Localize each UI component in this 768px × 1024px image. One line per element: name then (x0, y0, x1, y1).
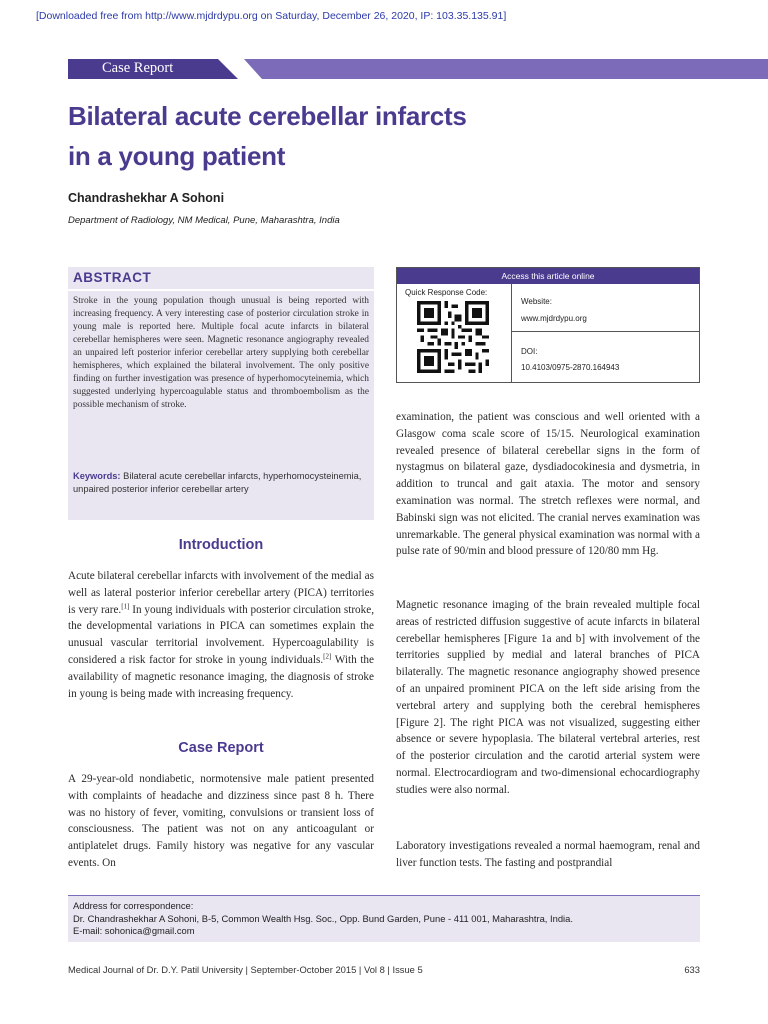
address-line: Dr. Chandrashekhar A Sohoni, B-5, Common Wealth Hsg. Soc., Opp. Bund Garden, Pune - 411 001, Maharashtra, India. (73, 912, 573, 924)
website-label: Website: (521, 297, 552, 306)
access-online-box (396, 267, 700, 383)
intro-text-part-3: With the availability of magnetic resonance imaging, the diagnosis of stroke in young is being made with increasing frequency. (68, 653, 374, 700)
access-divider-horizontal (511, 331, 699, 332)
examination-paragraph: examination, the patient was conscious and well oriented with a Glasgow coma scale score of 15/15. Neurological examination revealed presence of bilateral cerebellar signs in the form of nystagmus on bilateral gaze, dysdiadocokinesia and dysmetria, in addition to truncal and gait ataxia. The motor and sensory examination was normal. The stretch reflexes were normal, and Babinski sign was not elicited. The cranial nerves examination was unremarkable. The general physical examination was normal with a pulse rate of 90/min and blood pressure of 120/80 mm Hg. (396, 411, 700, 558)
journal-citation: Medical Journal of Dr. D.Y. Patil University | September-October 2015 | Vol 8 | Issue 5 (68, 964, 423, 975)
laboratory-paragraph: Laboratory investigations revealed a normal haemogram, renal and liver function tests. The fasting and postprandial (396, 840, 700, 869)
keywords (73, 470, 369, 496)
case-report-text: A 29-year-old nondiabetic, normotensive male patient presented with complaints of headache and dizziness since past 8 h. There was no history of fever, vomiting, convulsions or transient loss of consciousness. The patient was not on any anticoagulant or antiplatelet drugs. Family history was negative for any vascular events. On (68, 773, 374, 869)
access-divider-vertical (511, 284, 512, 382)
abstract-box (68, 267, 374, 520)
abstract-divider (68, 289, 374, 291)
introduction-heading: Introduction (178, 537, 264, 553)
author-name: Chandrashekhar A Sohoni (68, 191, 225, 205)
article-type-label: Case Report (102, 60, 174, 76)
qr-code-icon[interactable] (417, 301, 489, 373)
imaging-paragraph: Magnetic resonance imaging of the brain revealed multiple focal areas of restricted diffusion suggestive of acute infarcts in bilateral cerebellar hemispheres [Figure 1a and b] with involvement of the territories supplied by medial and lateral branches of PICA bilaterally. The magnetic resonance angiography showed presence of an unpaired prominent PICA on the left side arising from the vertebral artery and supplying both the cerebral hemispheres [Figure 2]. The right PICA was not visualized, suggesting either absence or severe hypoplasia. The bilateral vertebral arteries, rest of the posterior circulation and the carotid arterial system were normal. Electrocardiogram and two-dimensional echocardiography studies were also normal. (396, 599, 700, 796)
email-address[interactable]: E-mail: sohonica@gmail.com (73, 925, 195, 936)
abstract-text: Stroke in the young population though unusual is being reported with increasing frequency. A very interesting case of posterior circulation stroke in young male is reported here. Multiple focal acute infarcts in bilateral cerebellar hemispheres were seen. Magnetic resonance angiography revealed an unpaired left posterior inferior cerebellar artery supplying both cerebellar hemispheres, which explained the bilateral involvement. The only positive finding on further investigation was presence of hyperhomocyteinemia, which suggested underlying hypercoagulable status and thromboembolism as the possible mechanism of stroke. (73, 296, 369, 410)
author-affiliation: Department of Radiology, NM Medical, Pune, Maharashtra, India (68, 215, 340, 226)
correspondence-address-box (68, 895, 700, 942)
download-note: [Downloaded free from http://www.mjdrdypu.org on Saturday, December 26, 2020, IP: 103.35.135.91] (36, 10, 507, 22)
keywords-list: Bilateral acute cerebellar infarcts, hyperhomocysteinemia, unpaired posterior inferior cerebellar artery (73, 471, 362, 494)
article-title (68, 96, 688, 176)
title-line-1: Bilateral acute cerebellar infarcts (68, 101, 467, 131)
title-line-2: in a young patient (68, 141, 286, 171)
section-banner (68, 59, 768, 79)
banner-light-segment (244, 59, 768, 79)
address-label: Address for correspondence: (73, 900, 194, 911)
doi-label: DOI: (521, 347, 538, 356)
intro-text-part-2: In young individuals with posterior circulation stroke, the developmental variations in PICA can sometimes explain the unusual vascular territorial involvement. Hypercoagulability is considered a risk factor for stroke in young individuals. (68, 603, 375, 666)
reference-1-link[interactable]: [1] (121, 601, 130, 610)
page-footer (68, 964, 700, 975)
doi-value[interactable]: 10.4103/0975-2870.164943 (521, 363, 620, 372)
keywords-label: Keywords: (73, 471, 121, 481)
access-header: Access this article online (397, 268, 699, 284)
introduction-text (68, 568, 374, 702)
reference-2-link[interactable]: [2] (323, 652, 332, 661)
qr-label: Quick Response Code: (405, 288, 488, 297)
page-number: 633 (684, 964, 700, 975)
intro-text-part-1: Acute bilateral cerebellar infarcts with involvement of the medial as well as lateral posterior inferior cerebellar artery (PICA) territories is very rare. (68, 570, 374, 616)
case-report-heading: Case Report (178, 740, 264, 756)
website-link[interactable]: www.mjdrdypu.org (521, 314, 587, 323)
abstract-heading: ABSTRACT (73, 270, 152, 285)
